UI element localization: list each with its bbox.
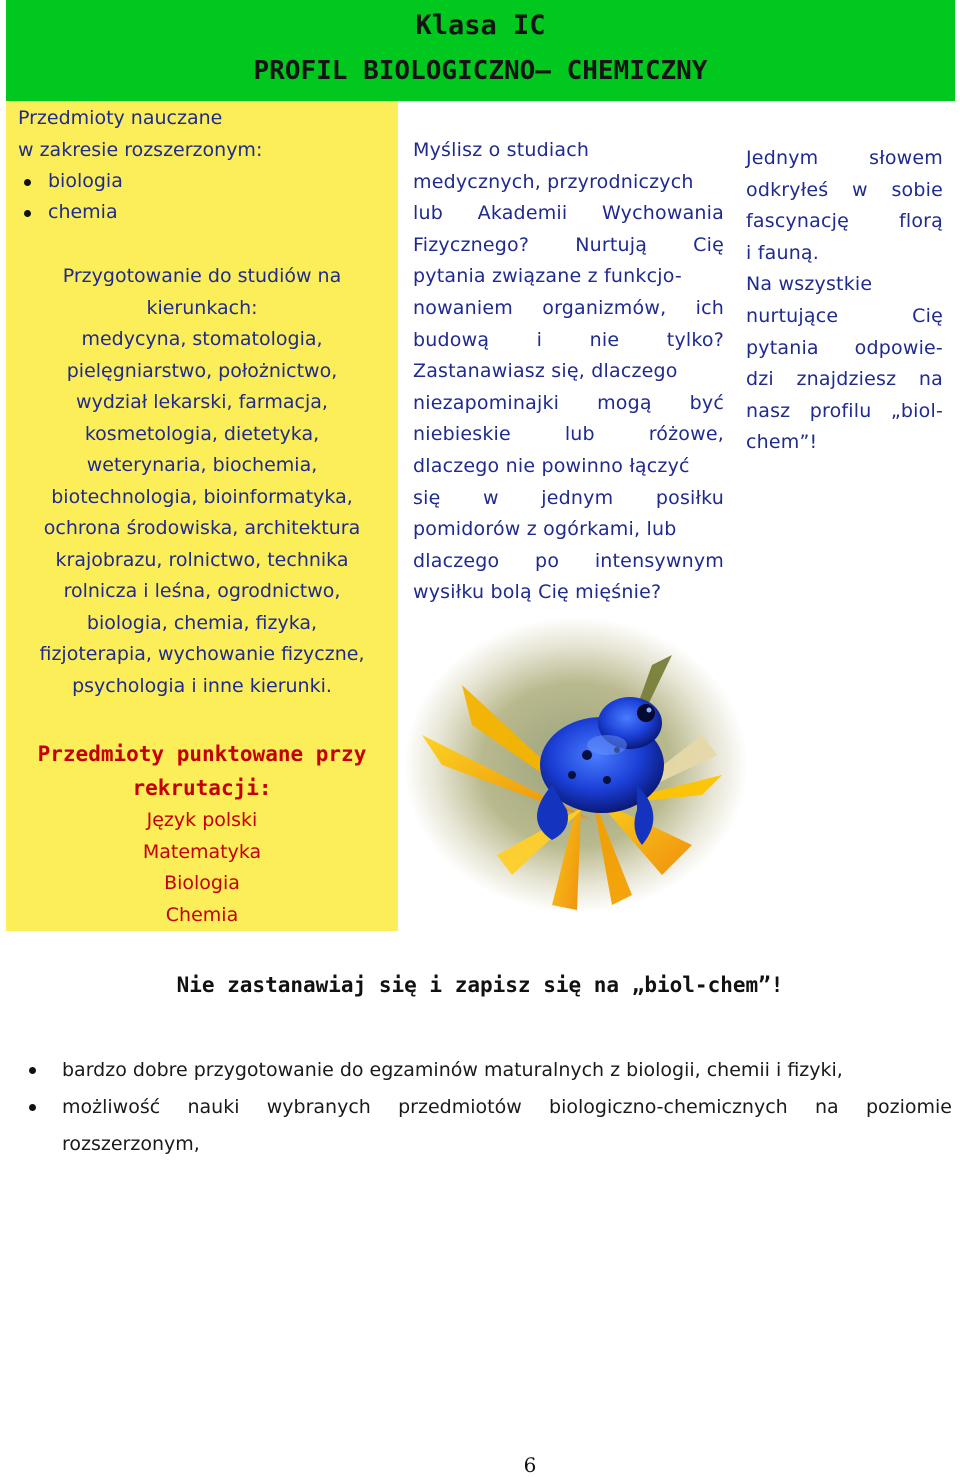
scored-subject: Chemia <box>165 903 239 926</box>
prep-title: kierunkach: <box>146 296 258 319</box>
field-line: pielęgniarstwo, położnictwo, <box>66 359 338 382</box>
field-line: krajobrazu, rolnictwo, technika <box>55 548 349 571</box>
list-item: bardzo dobre przygotowanie do egzaminów maturalnych z biologii, chemii i fizyki, <box>62 1052 952 1089</box>
subject-item: chemia <box>48 197 118 229</box>
prep-title: Przygotowanie do studiów na <box>62 265 342 287</box>
header-banner <box>6 0 955 101</box>
scored-subject: Biologia <box>164 872 240 894</box>
field-line: biotechnologia, bioinformatyka, <box>51 485 353 508</box>
field-line: fizjoterapia, wychowanie fizyczne, <box>39 643 365 665</box>
subjects-title: Przedmioty nauczane w zakresie rozszerzonym: <box>18 107 263 161</box>
scored-subject: Matematyka <box>142 840 262 863</box>
field-line: psychologia i inne kierunki. <box>72 674 332 697</box>
middle-text: Myślisz o studiach medycznych, przyrodniczych lub Akademii Wychowania Fizycznego? Nurtują Cię pytania związane z funkcjo- nowaniem organizmów, ich budową i nie tylko? Zastanawiasz się, dlaczego niezapominajki mogą być niebieskie lub różowe, dlaczego nie powinno łączyć się w jednym posiłku pomidorów z ogórkami, lub dlaczego po intensywnym wysiłku bolą Cię mięśnie? <box>413 139 724 604</box>
field-line: rolnicza i leśna, ogrodnictwo, <box>63 580 341 602</box>
page-number: 6 <box>523 1453 537 1477</box>
field-line: weterynaria, biochemia, <box>86 454 318 476</box>
scored-title: Przedmioty punktowane przy rekrutacji: <box>37 742 367 800</box>
field-line: kosmetologia, dietetyka, <box>84 422 320 445</box>
class-title: Klasa IC <box>415 10 546 41</box>
tagline: Nie zastanawiaj się i zapisz się na „biol-chem”! <box>176 973 784 997</box>
benefits-list <box>62 1052 952 1163</box>
field-line: wydział lekarski, farmacja, <box>76 391 328 413</box>
field-line: ochrona środowiska, architektura <box>43 517 361 539</box>
prep-section <box>12 261 392 702</box>
field-line: medycyna, stomatologia, <box>81 328 323 350</box>
profile-title: PROFIL BIOLOGICZNO– CHEMICZNY <box>253 56 708 86</box>
subject-item: biologia <box>48 166 123 198</box>
scored-subjects <box>12 805 392 931</box>
field-line: biologia, chemia, fizyka, <box>86 611 318 634</box>
blue-frog-image <box>402 615 750 915</box>
list-item: możliwość nauki wybranych przedmiotów biologiczno-chemicznych na poziomie rozszerzonym, <box>62 1089 952 1163</box>
right-text: Jednym słowem odkryłeś w sobie fascynację florą i fauną. Na wszystkie nurtujące Cię pytania odpowie- dzi znajdziesz na nasz profilu „biol- chem”! <box>746 147 943 454</box>
scored-subject: Język polski <box>146 809 258 831</box>
